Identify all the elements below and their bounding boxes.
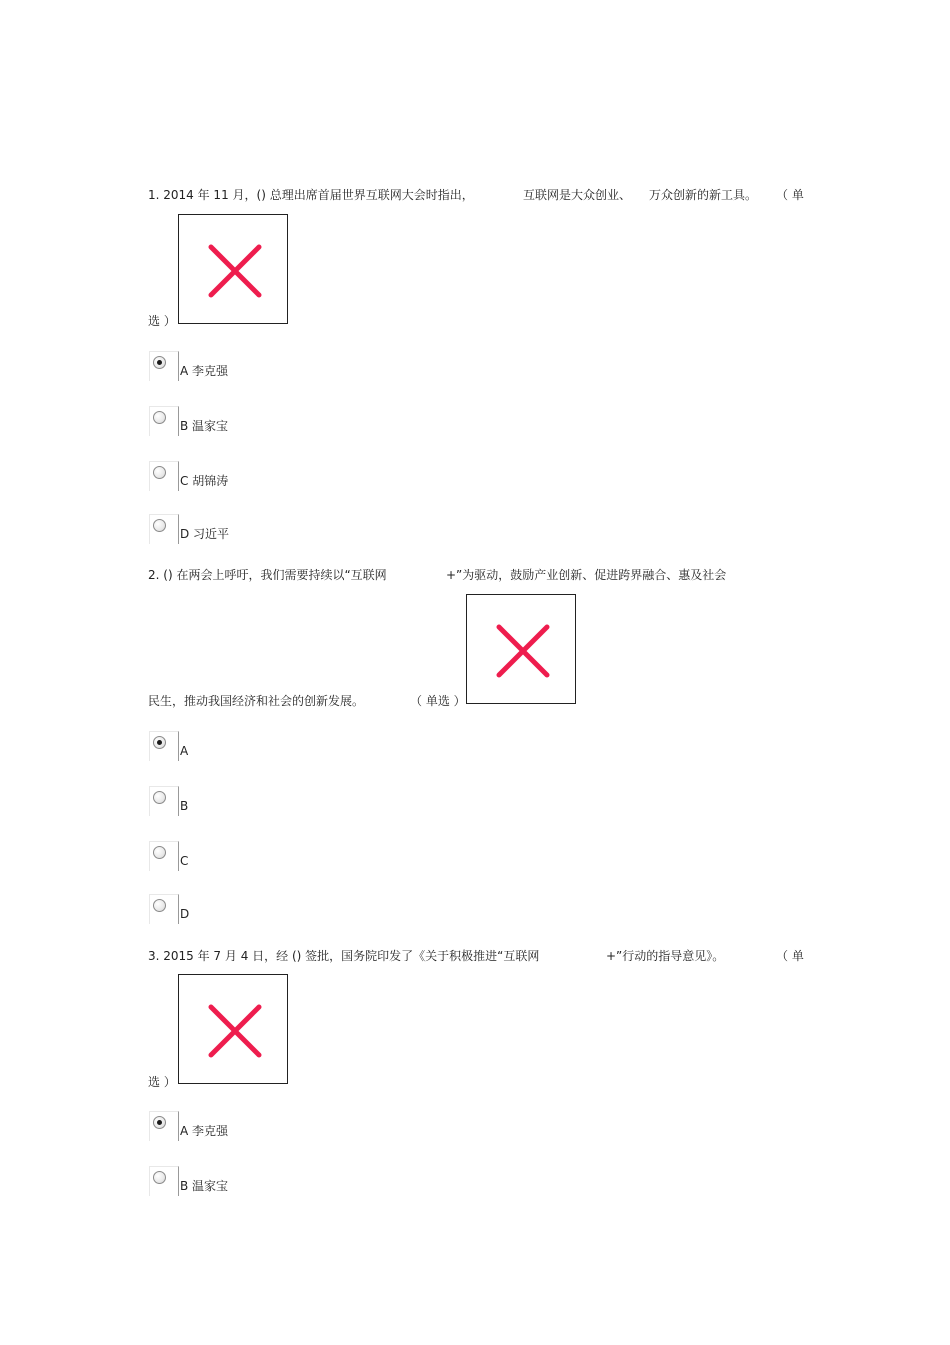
radio-frame (149, 1166, 179, 1196)
radio-frame (149, 841, 179, 871)
radio-button-checked[interactable] (153, 736, 166, 749)
option-label: D (180, 907, 190, 921)
radio-frame (149, 894, 179, 924)
radio-frame (149, 1111, 179, 1141)
option-label: A 李克强 (180, 1124, 229, 1138)
radio-frame (149, 786, 179, 816)
option-label: C 胡锦涛 (180, 474, 229, 488)
radio-button[interactable] (153, 1171, 166, 1184)
option-label: D 习近平 (180, 527, 230, 541)
question-3-text-part-1: 3. 2015 年 7 月 4 日，经 () 签批，国务院印发了《关于积极推进“互联网 (148, 949, 540, 963)
radio-button[interactable] (153, 899, 166, 912)
broken-image-x-icon (466, 594, 576, 704)
radio-button[interactable] (153, 411, 166, 424)
radio-button-checked[interactable] (153, 356, 166, 369)
radio-button-checked[interactable] (153, 1116, 166, 1129)
question-1-text-part-2: 互联网是大众创业、 (523, 188, 632, 202)
question-3-type-open: （ 单 (776, 949, 804, 963)
radio-button[interactable] (153, 791, 166, 804)
question-1-type-close: 选 ） (148, 314, 176, 328)
radio-button[interactable] (153, 519, 166, 532)
option-label: B (180, 799, 189, 813)
radio-button[interactable] (153, 846, 166, 859)
option-label: C (180, 854, 189, 868)
broken-image-x-icon (178, 974, 288, 1084)
option-label: B 温家宝 (180, 1179, 229, 1193)
question-3-text-part-2: +”行动的指导意见》。 (606, 949, 725, 963)
question-2-type: （ 单选 ） (410, 694, 466, 708)
option-label: A 李克强 (180, 364, 229, 378)
radio-frame (149, 514, 179, 544)
radio-frame (149, 731, 179, 761)
option-label: B 温家宝 (180, 419, 229, 433)
question-1-text-part-3: 万众创新的新工具。 (649, 188, 758, 202)
option-label: A (180, 744, 189, 758)
question-2-text-line-2: 民生，推动我国经济和社会的创新发展。 (148, 694, 365, 708)
broken-image-x-icon (178, 214, 288, 324)
question-2-text-part-1: 2. () 在两会上呼吁，我们需要持续以“互联网 (148, 568, 387, 582)
question-3-type-close: 选 ） (148, 1075, 176, 1089)
question-1-type-open: （ 单 (776, 188, 804, 202)
radio-frame (149, 351, 179, 381)
radio-frame (149, 406, 179, 436)
radio-frame (149, 461, 179, 491)
question-1-text-part-1: 1. 2014 年 11 月，() 总理出席首届世界互联网大会时指出， (148, 188, 474, 202)
radio-button[interactable] (153, 466, 166, 479)
question-2-text-part-2: +”为驱动，鼓励产业创新、促进跨界融合、惠及社会 (446, 568, 727, 582)
